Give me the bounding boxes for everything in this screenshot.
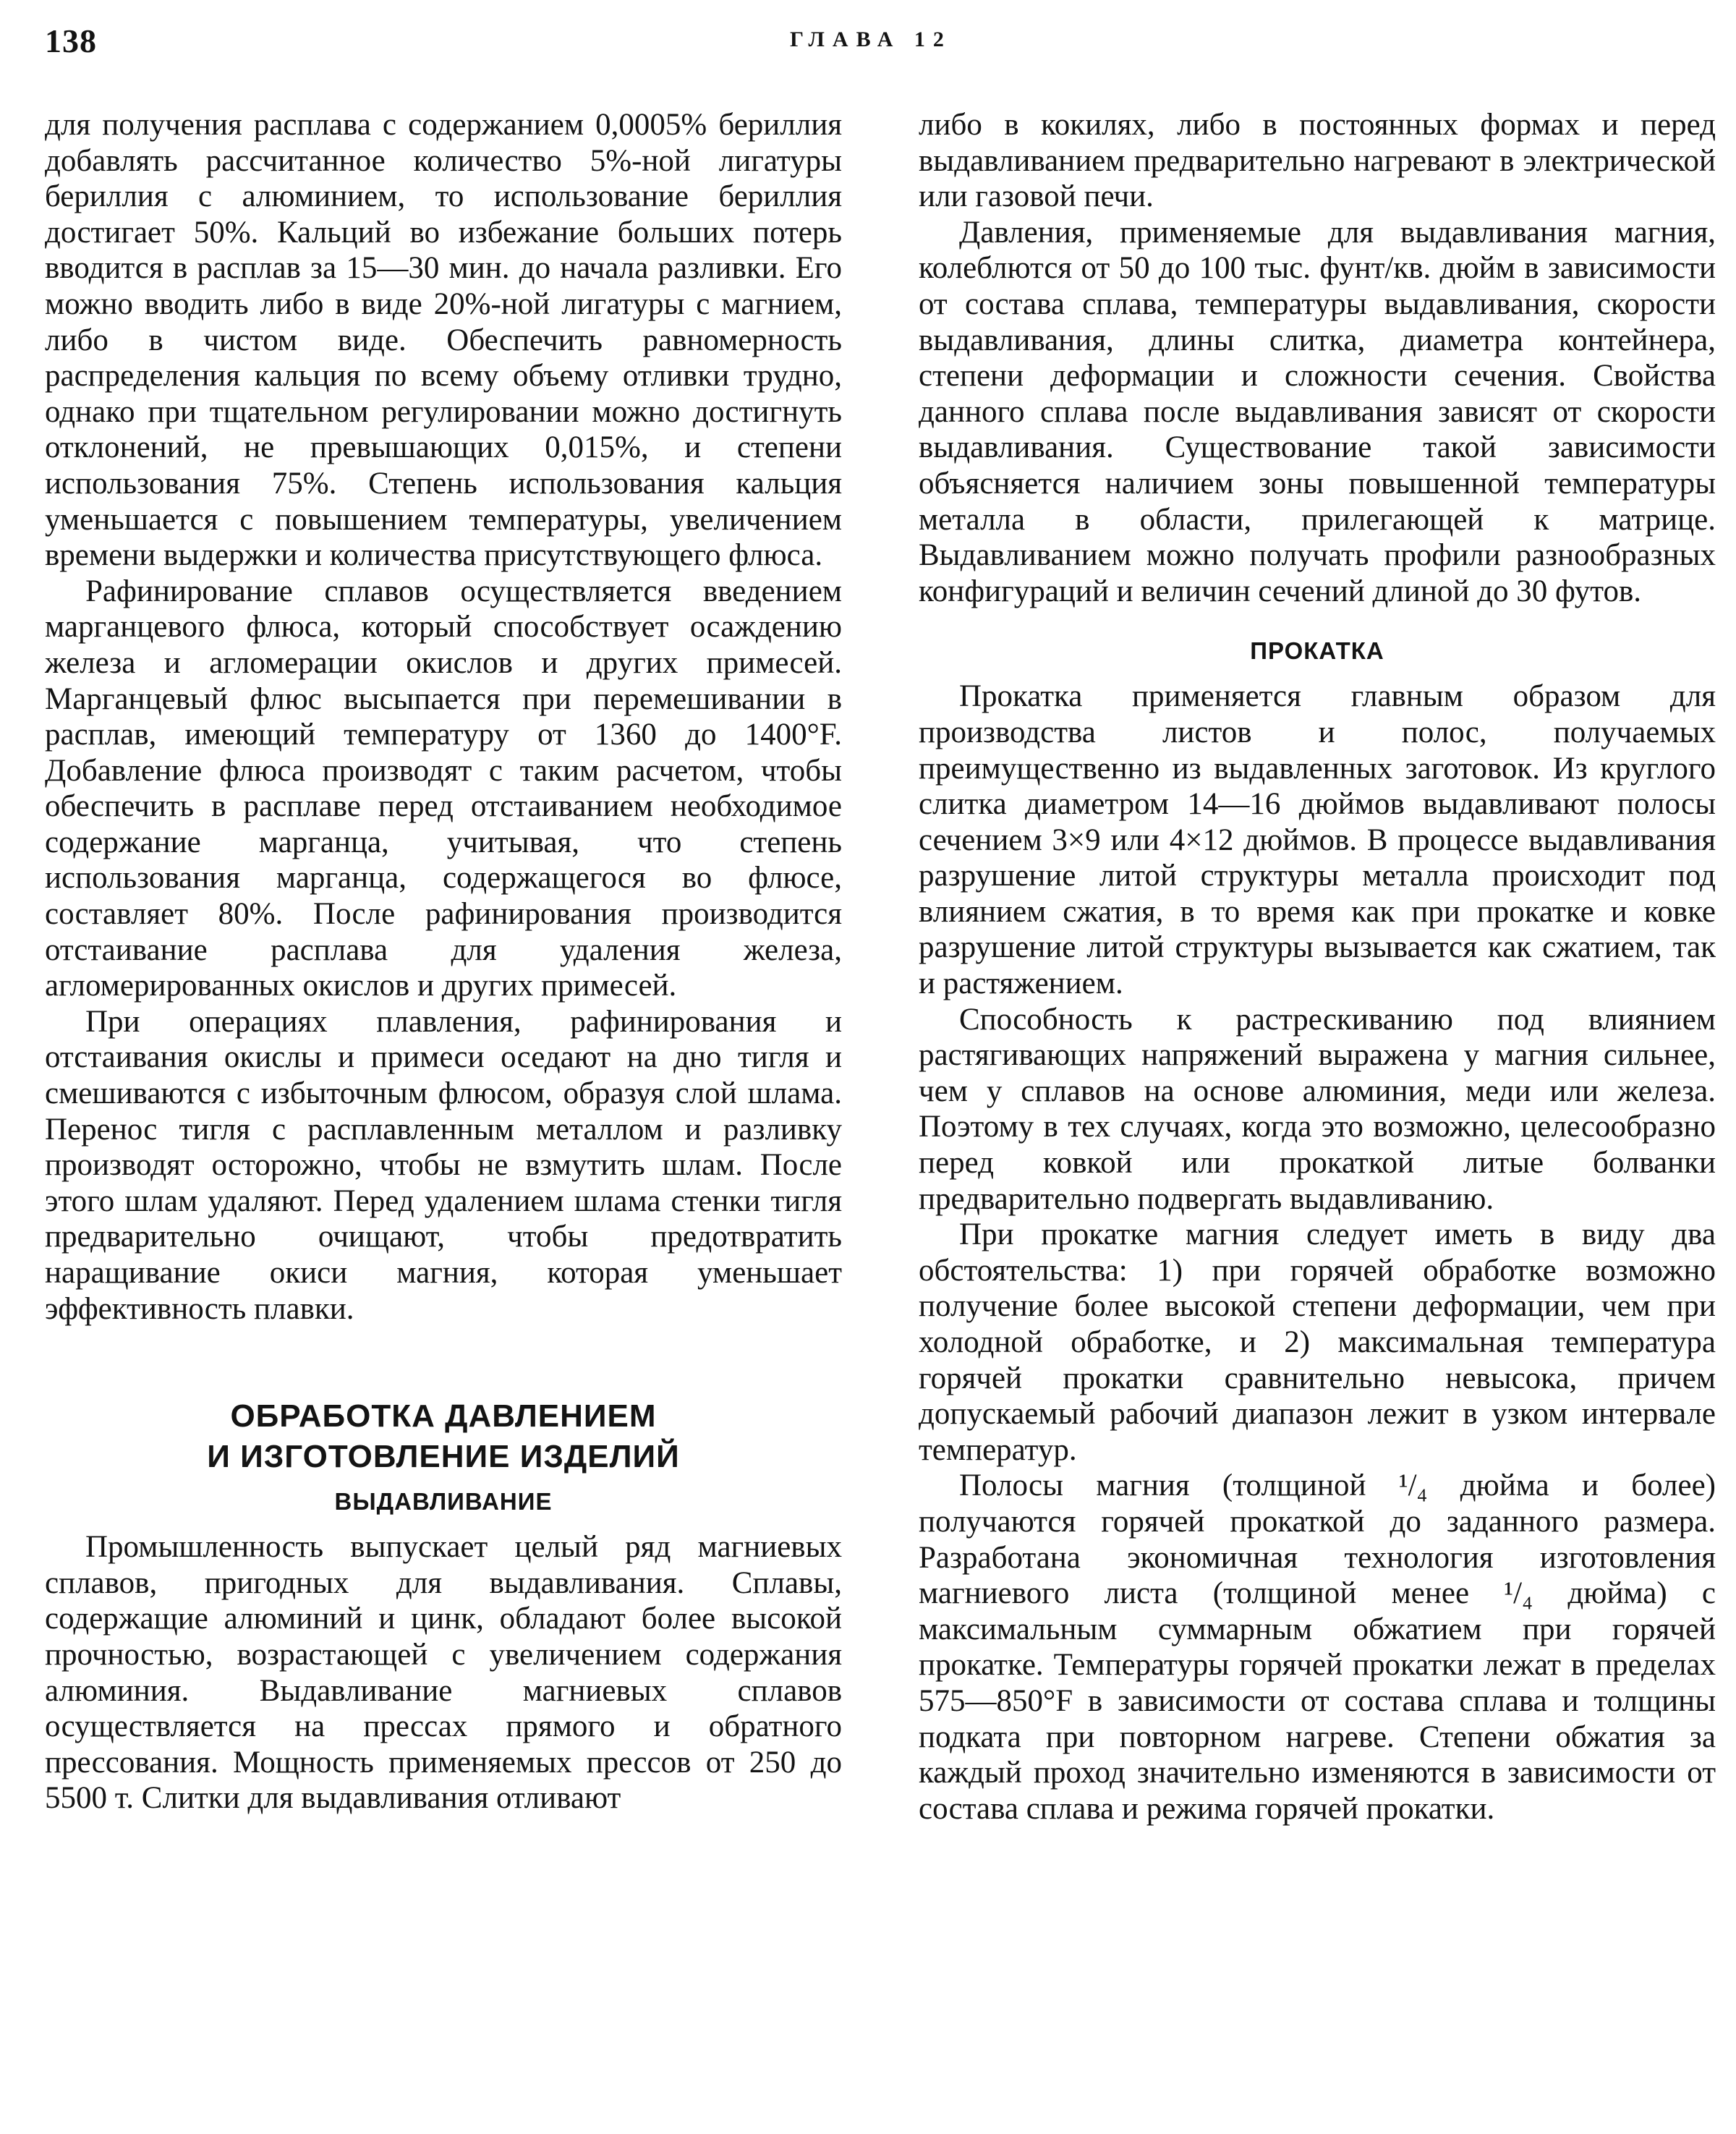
paragraph-refining: Рафинирование сплавов осуществляется введением марганцевого флюса, который способствует осаждению железа и агломерации окислов и других примесей. Марганцевый флюс высыпается при перемешивании в расплав, имеющий температуру от 1360 до 1400°F. Добавление флюса производят с таким расчетом, чтобы обеспечить в расплаве перед отстаиванием необходимое содержание марганца, учитывая, что степень использования марганца, содержащегося во флюсе, составляет 80%. После рафинирования производится отстаивание расплава для удаления железа, агломерированных окислов и других примесей. bbox=[45, 574, 842, 1003]
subsection-heading-rolling: ПРОКАТКА bbox=[1250, 637, 1384, 665]
section-heading-line-2: И ИЗГОТОВЛЕНИЕ ИЗДЕЛИЙ bbox=[207, 1439, 680, 1475]
paragraph-rolling-purpose: Прокатка применяется главным образом для производства листов и полос, получаемых преимущественно из выдавленных заготовок. Из круглого слитка диаметром 14—16 дюймов выдавливают полосы сечением 3×9 или 4×12 дюймов. В процессе выдавливания разрушение литой структуры металла происходит под влиянием сжатия, в то время как при прокатке и ковке разрушение литой структуры вызывается как сжатием, так и растяжением. bbox=[919, 679, 1716, 1001]
paragraph-extrusion: Промышленность выпускает целый ряд магниевых сплавов, пригодных для выдавливания. Сплавы, содержащие алюминий и цинк, обладают более высокой прочностью, возрастающей с увеличением содержания алюминия. Выдавливание магниевых сплавов осуществляется на прессах прямого и обратного прессования. Мощность применяемых прессов от 250 до 5500 т. Слитки для выдавливания отливают bbox=[45, 1530, 842, 1816]
paragraph-rolling-cracking: Способность к растрескиванию под влиянием растягивающих напряжений выражена у магния сильнее, чем у сплавов на основе алюминия, меди или железа. Поэтому в тех случаях, когда это возможно, целесообразно перед ковкой или прокаткой литые болванки предварительно подвергать выдавливанию. bbox=[919, 1002, 1716, 1216]
paragraph-rolling-strips: Полосы магния (толщиной ¹/₄ дюйма и более) получаются горячей прокаткой до заданного размера. Разработана экономичная технология изготовления магниевого листа (толщиной менее ¹/₄ дюйма) с максимальным суммарным обжатием при горячей прокатке. Температуры горячей прокатки лежат в пределах 575—850°F в зависимости от состава сплава и толщины подката при повторном нагреве. Степени обжатия за каждый проход значительно изменяются в зависимости от состава сплава и режима горячей прокатки. bbox=[919, 1468, 1716, 1826]
paragraph-extrusion-pressure: Давления, применяемые для выдавливания магния, колеблются от 50 до 100 тыс. фунт/кв. дюйм в зависимости от состава сплава, температуры выдавливания, скорости выдавливания, длины слитка, диаметра контейнера, степени деформации и сложности сечения. Свойства данного сплава после выдавливания зависят от скорости выдавливания. Существование такой зависимости объясняется наличием зоны повышенной температуры металла в области, прилегающей к матрице. Выдавливанием можно получать профили разнообразных конфигураций и величин сечений длиной до 30 футов. bbox=[919, 215, 1716, 608]
page-number: 138 bbox=[45, 22, 97, 59]
running-head: ГЛАВА 12 bbox=[790, 27, 952, 51]
paragraph-extrusion-continued: либо в кокилях, либо в постоянных формах и перед выдавливанием предварительно нагревают в электрической или газовой печи. bbox=[919, 108, 1716, 214]
section-heading-line-1: ОБРАБОТКА ДАВЛЕНИЕМ bbox=[230, 1398, 657, 1434]
paragraph-sludge: При операциях плавления, рафинирования и отстаивания окислы и примеси оседают на дно тигля и смешиваются с избыточным флюсом, образуя слой шлама. Перенос тигля с расплавленным металлом и разливку производят осторожно, чтобы не взмутить шлам. После этого шлам удаляют. Перед удалением шлама стенки тигля предварительно очищают, чтобы предотвратить наращивание окиси магния, которая уменьшает эффективность плавки. bbox=[45, 1004, 842, 1326]
paragraph-beryllium-calcium: для получения расплава с содержанием 0,0005% бериллия добавлять рассчитанное количество 5%-ной лигатуры бериллия с алюминием, то использование бериллия достигает 50%. Кальций во избежание больших потерь вводится в расплав за 15—30 мин. до начала разливки. Его можно вводить либо в виде 20%-ной лигатуры с магнием, либо в чистом виде. Обеспечить равномерность распределения кальция по всему объему отливки трудно, однако при тщательном регулировании можно достигнуть отклонений, не превышающих 0,015%, и степени использования 75%. Степень использования кальция уменьшается с повышением температуры, увеличением времени выдержки и количества присутствующего флюса. bbox=[45, 108, 842, 573]
section-heading bbox=[45, 1396, 842, 1477]
paragraph-rolling-circumstances: При прокатке магния следует иметь в виду два обстоятельства: 1) при горячей обработке возможно получение более высокой степени деформации, чем при холодной обработке, и 2) максимальная температура горячей прокатки сравнительно невысока, причем допускаемый рабочий диапазон лежит в узком интервале температур. bbox=[919, 1217, 1716, 1467]
subsection-heading-extrusion: ВЫДАВЛИВАНИЕ bbox=[334, 1488, 553, 1516]
left-column bbox=[45, 107, 842, 1816]
right-column bbox=[919, 107, 1716, 1827]
